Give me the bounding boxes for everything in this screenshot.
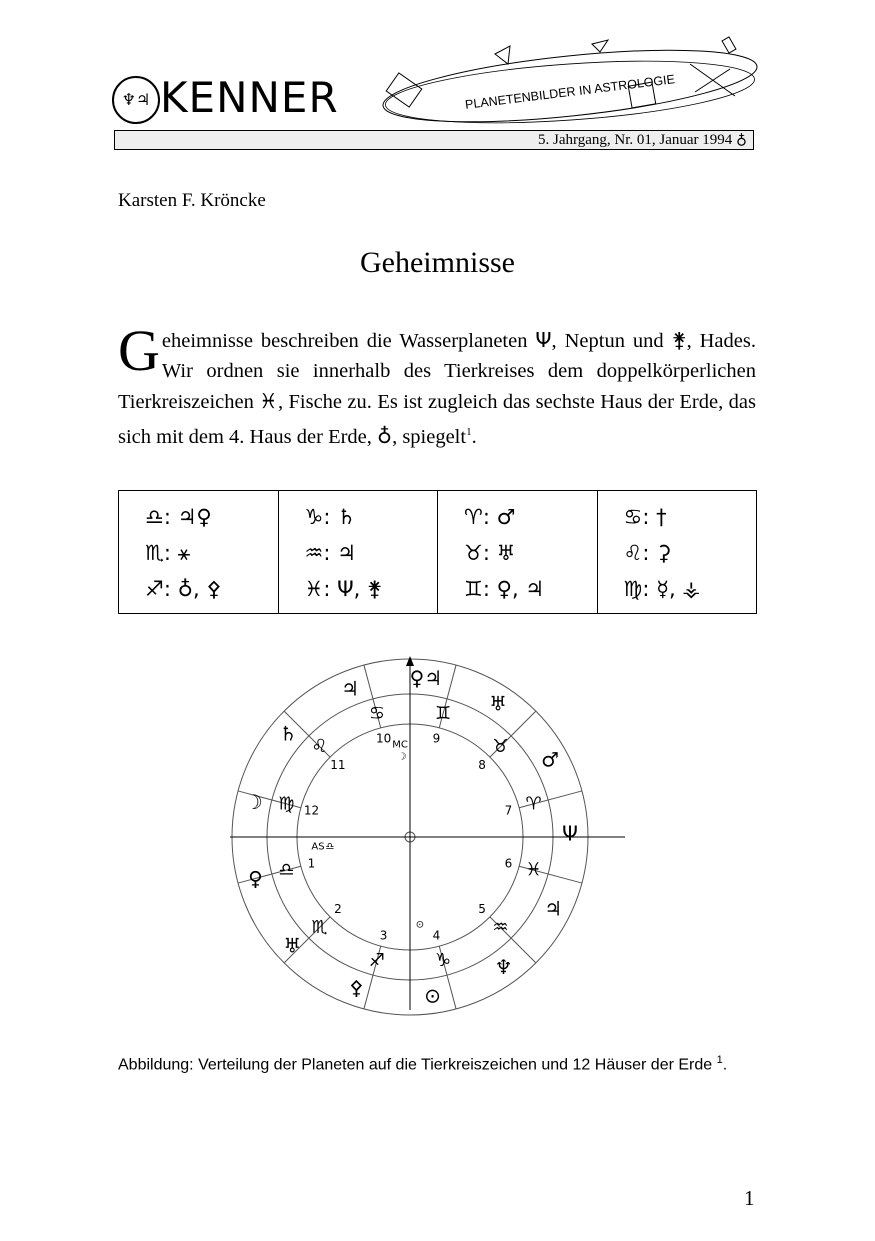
planet-glyph: ☽ bbox=[244, 789, 263, 814]
rulership-entry: ♌: ⚳ bbox=[623, 541, 672, 565]
rulership-entry: ♎: ♃♀ bbox=[145, 505, 212, 529]
footnote-ref: 1 bbox=[716, 1054, 723, 1066]
rulership-entry: ♉: ♅ bbox=[464, 541, 516, 565]
rulership-entry: ♈: ♂ bbox=[464, 505, 516, 529]
house-number: 4 bbox=[432, 928, 441, 943]
house-number: 5 bbox=[478, 902, 486, 917]
zodiac-sign-glyph: ♊ bbox=[435, 702, 452, 724]
planet-glyph: ♀ bbox=[248, 866, 263, 891]
zodiac-sign-glyph: ♎ bbox=[278, 859, 295, 881]
rulership-entry: ♏: ⚹ bbox=[145, 541, 191, 565]
planet-glyph: ♂ bbox=[541, 747, 560, 772]
planet-glyph: ♃ bbox=[544, 896, 563, 921]
footnote-ref: 1 bbox=[466, 426, 472, 438]
house-number: 12 bbox=[303, 803, 320, 818]
figure-caption bbox=[118, 1054, 727, 1074]
zodiac-sign-glyph: ♉ bbox=[492, 736, 509, 757]
planet-glyph: ⊙ bbox=[424, 983, 441, 1008]
caption-text: Abbildung: Verteilung der Planeten auf die Tierkreiszeichen und 12 Häuser der Erde bbox=[118, 1056, 717, 1074]
article-title: Geheimnisse bbox=[360, 246, 515, 279]
planet-glyph: ♅ bbox=[283, 933, 302, 958]
zodiac-sign-glyph: ♑ bbox=[435, 950, 452, 972]
house-number: 9 bbox=[432, 731, 441, 746]
zodiac-sign-glyph: ♒ bbox=[492, 917, 509, 938]
rulership-entry: ♑: ♄ bbox=[304, 505, 356, 529]
hades-glyph: ⚵ bbox=[671, 328, 687, 352]
text-run: , spiegelt bbox=[392, 425, 467, 448]
house-number: 1 bbox=[307, 856, 316, 871]
planet-glyph: ♄ bbox=[279, 721, 298, 746]
intro-paragraph bbox=[118, 318, 756, 452]
text-run: , Hades. Wir ordnen sie innerhalb des Tierkreises dem doppelkörperlichen Tierkreiszeichen bbox=[118, 330, 756, 413]
zodiac-sign-glyph: ♓ bbox=[525, 859, 542, 881]
rulership-column bbox=[279, 491, 439, 613]
rulership-entry: ♊: ♀, ♃ bbox=[464, 577, 545, 601]
zodiac-sign-glyph: ♌ bbox=[311, 736, 328, 757]
planet-glyph: ♅ bbox=[489, 691, 508, 716]
logo-icon bbox=[112, 76, 160, 124]
text-run: eheimnisse beschreiben die Wasserplaneten bbox=[161, 330, 536, 352]
mc-arrow-icon bbox=[406, 656, 414, 666]
banner-art bbox=[360, 34, 760, 134]
text-run: . bbox=[471, 425, 477, 448]
planet-glyph: ⚴ bbox=[348, 975, 364, 1000]
zodiac-sign-glyph: ♍ bbox=[278, 793, 295, 815]
rulership-column bbox=[119, 491, 279, 613]
planet-glyph: ♃ bbox=[341, 676, 360, 701]
caption-text: . bbox=[722, 1056, 728, 1074]
inner-label: ♎ bbox=[325, 841, 335, 853]
house-number: 6 bbox=[504, 856, 513, 871]
issue-bar bbox=[114, 130, 754, 150]
neptune-glyph: Ψ bbox=[535, 328, 552, 352]
page-number: 1 bbox=[744, 1186, 755, 1210]
zodiac-wheel bbox=[225, 650, 635, 1030]
house-number: 2 bbox=[334, 902, 342, 917]
house-number: 3 bbox=[379, 928, 388, 943]
rulership-column bbox=[598, 491, 757, 613]
rulership-entry: ♍: ☿, ⚶ bbox=[623, 577, 701, 601]
rulership-entry: ♒: ♃ bbox=[304, 541, 356, 565]
house-number: 10 bbox=[375, 731, 392, 746]
planet-glyph: Ψ bbox=[562, 821, 578, 846]
house-number: 8 bbox=[478, 757, 486, 772]
banner-text: PLANETENBILDER IN ASTROLOGIE bbox=[464, 72, 676, 112]
zodiac-sign-glyph: ♈ bbox=[525, 793, 542, 815]
zodiac-sign-glyph: ♐ bbox=[368, 950, 385, 972]
pisces-glyph: ♓ bbox=[259, 389, 278, 413]
zodiac-sign-glyph: ♏ bbox=[311, 917, 328, 938]
house-number: 11 bbox=[330, 757, 346, 772]
brand-name: KENNER bbox=[160, 73, 339, 122]
text-run: , Neptun und bbox=[551, 330, 672, 352]
inner-label: AS bbox=[311, 841, 325, 853]
rulership-entry: ♓: Ψ, ⚵ bbox=[304, 577, 383, 601]
text-run: , Fische zu. Es ist zugleich das sechste Haus der Erde, das sich mit dem 4. Haus der Erde, bbox=[118, 391, 756, 448]
rulership-column bbox=[438, 491, 598, 613]
inner-label: MC bbox=[392, 739, 408, 751]
zodiac-sign-glyph: ♋ bbox=[368, 702, 385, 724]
rulership-entry: ♐: ♁, ⚴ bbox=[145, 577, 222, 601]
inner-label: ⊙ bbox=[415, 919, 425, 931]
drop-cap: G bbox=[118, 318, 160, 383]
inner-label: ☽ bbox=[397, 751, 407, 763]
planet-glyph: ♀♃ bbox=[409, 665, 443, 690]
author: Karsten F. Kröncke bbox=[118, 190, 266, 211]
astro-monogram-icon: ♆♃ bbox=[121, 90, 151, 109]
planet-glyph: ♆ bbox=[494, 954, 513, 979]
earth-glyph: ♁ bbox=[377, 423, 393, 448]
issue-label: 5. Jahrgang, Nr. 01, Januar 1994 ♁ bbox=[538, 132, 747, 148]
rulership-table bbox=[118, 490, 757, 614]
rulership-entry: ♋: † bbox=[623, 505, 667, 529]
house-number: 7 bbox=[504, 803, 513, 818]
